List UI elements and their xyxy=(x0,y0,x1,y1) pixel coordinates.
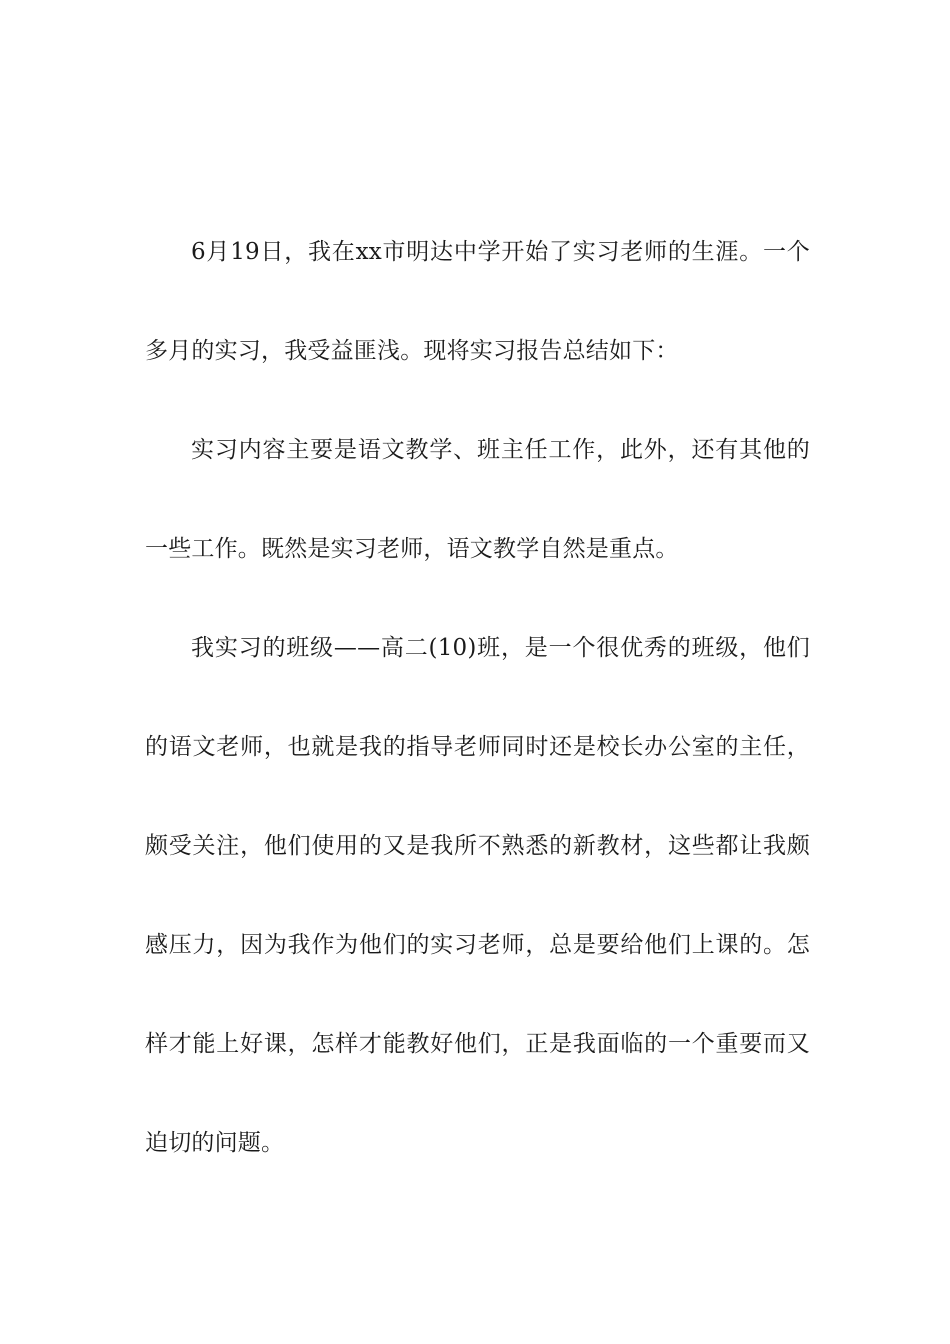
paragraph-3: 我实习的班级——高二(10)班，是一个很优秀的班级，他们的语文老师，也就是我的指导老师同时还是校长办公室的主任，颇受关注，他们使用的又是我所不熟悉的新教材，这些都让我颇感压力，因为我作为他们的实习老师，总是要给他们上课的。怎样才能上好课，怎样才能教好他们，正是我面临的一个重要而又迫切的问题。 xyxy=(145,635,810,1156)
paragraph-2: 实习内容主要是语文教学、班主任工作，此外，还有其他的一些工作。既然是实习老师，语文教学自然是重点。 xyxy=(145,437,810,562)
paragraph-1: 6月19日，我在xx市明达中学开始了实习老师的生涯。一个多月的实习，我受益匪浅。现将实习报告总结如下： xyxy=(145,239,810,364)
